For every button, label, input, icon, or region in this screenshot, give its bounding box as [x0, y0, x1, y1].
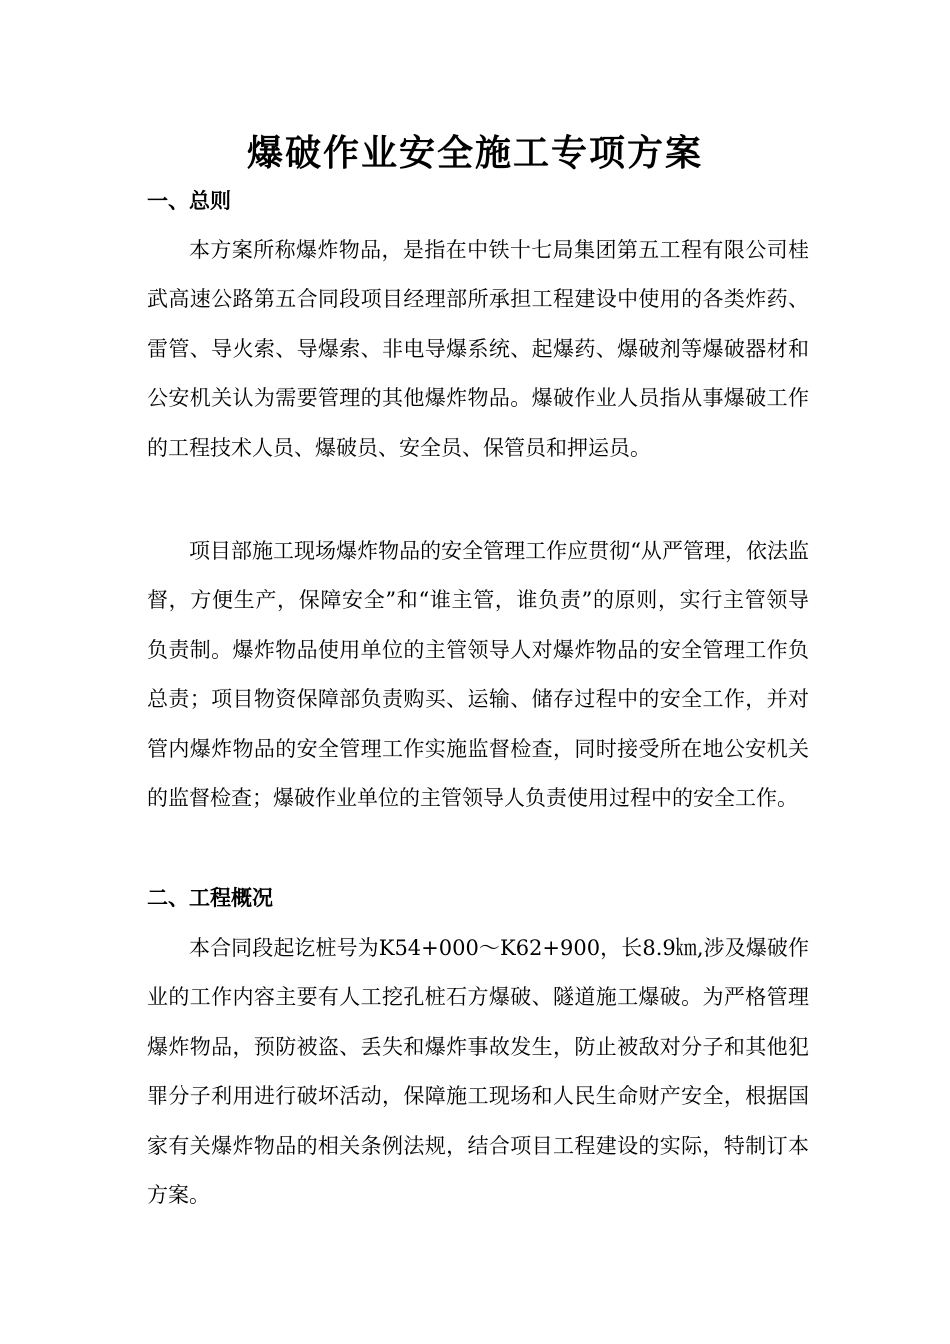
paragraph-management-principle: 项目部施工现场爆炸物品的安全管理工作应贯彻“从严管理，依法监督，方便生产，保障安全”和“谁主管，谁负责”的原则，实行主管领导负责制。爆炸物品使用单位的主管领导人对爆炸物品的安全管理工作负总责；项目物资保障部负责购买、运输、储存过程中的安全工作，并对管内爆炸物品的安全管理工作实施监督检查，同时接受所在地公安机关的监督检查；爆破作业单位的主管领导人负责使用过程中的安全工作。	[147, 539, 809, 811]
paragraph-project-overview: 本合同段起讫桩号为K54+000～K62+900，长8.9㎞,涉及爆破作业的工作内容主要有人工挖孔桩石方爆破、隧道施工爆破。为严格管理爆炸物品，预防被盗、丢失和爆炸事故发生，防止被敌对分子和其他犯罪分子利用进行破坏活动，保障施工现场和人民生命财产安全，根据国家有关爆炸物品的相关条例法规，结合项目工程建设的实际，特制订本方案。	[147, 936, 809, 1208]
paragraph-definition: 本方案所称爆炸物品，是指在中铁十七局集团第五工程有限公司桂武高速公路第五合同段项目经理部所承担工程建设中使用的各类炸药、雷管、导火索、导爆索、非电导爆系统、起爆药、爆破剂等爆破器材和公安机关认为需要管理的其他爆炸物品。爆破作业人员指从事爆破工作的工程技术人员、爆破员、安全员、保管员和押运员。	[147, 238, 809, 460]
document-title: 爆破作业安全施工专项方案	[246, 132, 703, 174]
section-heading-project-overview: 二、工程概况	[147, 885, 273, 910]
section-heading-general: 一、总则	[147, 188, 231, 213]
